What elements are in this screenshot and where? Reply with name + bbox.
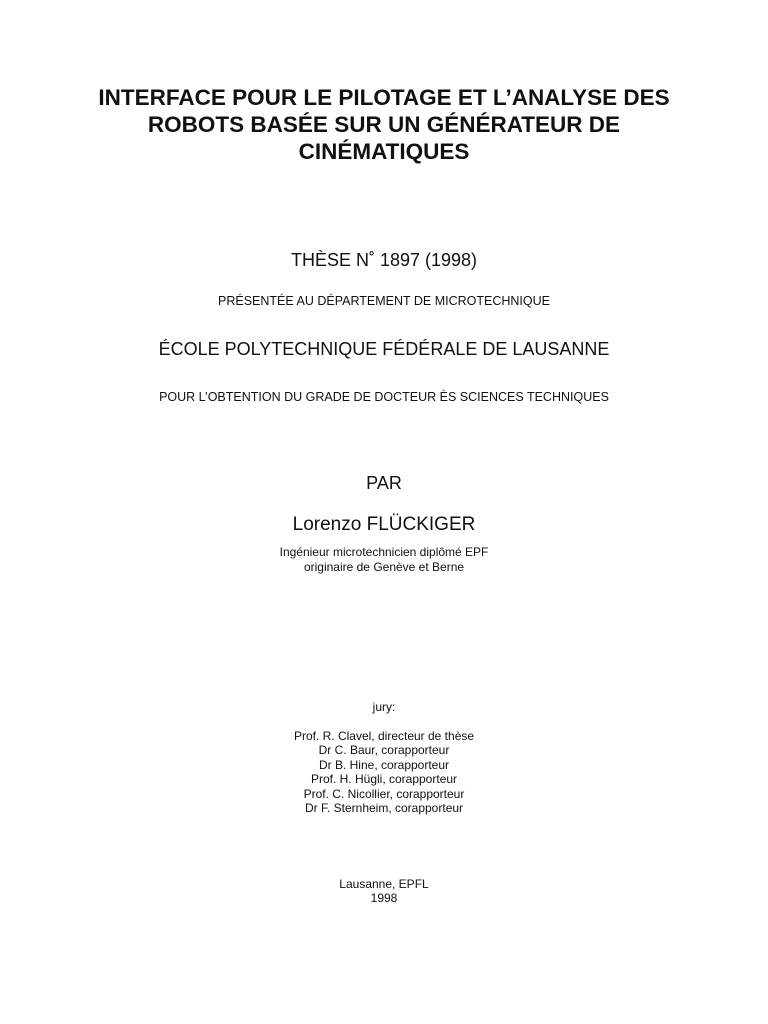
presented-to: PRÉSENTÉE AU DÉPARTEMENT DE MICROTECHNIQUE — [218, 294, 550, 308]
jury-member: Prof. H. Hügli, corapporteur — [310, 772, 458, 786]
jury-member: Prof. C. Nicollier, corapporteur — [303, 787, 465, 801]
school-name: ÉCOLE POLYTECHNIQUE FÉDÉRALE DE LAUSANNE — [158, 339, 610, 359]
thesis-title-line-1: INTERFACE POUR LE PILOTAGE ET L’ANALYSE DES — [98, 85, 670, 110]
jury-label: jury: — [372, 700, 396, 714]
author-name: Lorenzo FLÜCKIGER — [292, 514, 476, 535]
author-title: Ingénieur microtechnicien diplômé EPF — [279, 545, 489, 559]
thesis-title-line-2: ROBOTS BASÉE SUR UN GÉNÉRATEUR DE — [147, 112, 621, 137]
degree-purpose: POUR L’OBTENTION DU GRADE DE DOCTEUR ÈS SCIENCES TECHNIQUES — [159, 390, 609, 404]
jury-member: Dr C. Baur, corapporteur — [318, 743, 450, 757]
thesis-number: THÈSE N˚ 1897 (1998) — [290, 250, 478, 270]
year: 1998 — [370, 891, 398, 905]
thesis-title-line-3: CINÉMATIQUES — [298, 139, 470, 164]
jury-member: Prof. R. Clavel, directeur de thèse — [293, 729, 475, 743]
par-label: PAR — [366, 473, 402, 493]
jury-member: Dr B. Hine, corapporteur — [318, 758, 450, 772]
jury-member: Dr F. Sternheim, corapporteur — [304, 801, 464, 815]
place: Lausanne, EPFL — [339, 877, 429, 891]
author-origin: originaire de Genève et Berne — [303, 560, 465, 574]
